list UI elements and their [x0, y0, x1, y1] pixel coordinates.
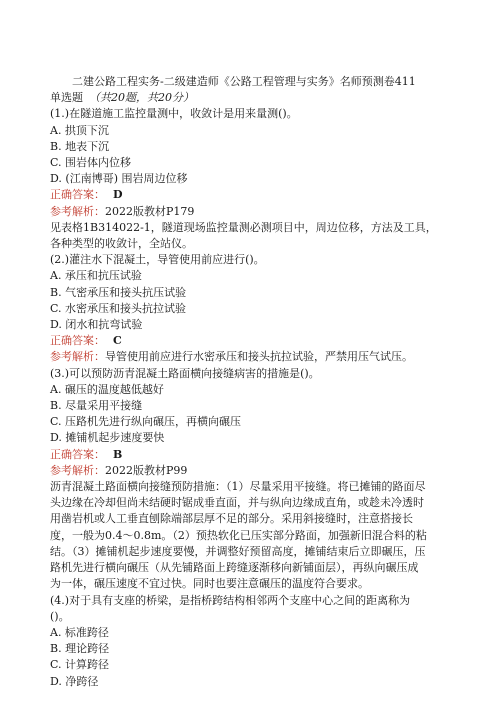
question-block	[50, 106, 450, 252]
answer-label: 正确答案：	[50, 334, 105, 348]
answer-line	[50, 333, 450, 349]
explanation-text: 用凿岩机或人工垂直刨除端部层厚不足的部分。采用斜接缝时，注意搭接长	[50, 512, 413, 526]
answer-label: 正确答案：	[50, 447, 105, 461]
explanation-label: 参考解析：	[50, 350, 105, 364]
explanation-text: 结。（3）摊铺机起步速度要慢，并调整好预留高度，摊铺结束后立即碾压，压	[50, 544, 426, 558]
explanation-line	[50, 349, 450, 365]
section-label: 单选题	[50, 91, 83, 105]
question-block	[50, 366, 450, 593]
option-item: A. 碾压的温度越低越好	[50, 382, 164, 396]
option-item: B. 理论跨径	[50, 642, 110, 656]
explanation-text: 2022版教材P179	[105, 204, 195, 218]
answer-line	[50, 447, 450, 463]
explanation-label: 参考解析：	[50, 463, 105, 477]
answer-value: D	[113, 188, 123, 202]
option-item: C. 围岩体内位移	[50, 156, 132, 170]
option-item: A. 拱顶下沉	[50, 123, 109, 137]
explanation-text: 各种类型的收敛计，全站仪。	[50, 237, 193, 251]
option-item: D. 摊铺机起步速度要快	[50, 431, 165, 445]
answer-value: C	[113, 334, 122, 348]
option-item: B. 地表下沉	[50, 139, 110, 153]
section-note: （共20题，共20分）	[89, 91, 194, 105]
question-text: (1.)在隧道施工监控量测中，收敛计是用来量测()。	[50, 107, 298, 121]
explanation-text: 度，一般为0.4～0.8m。（2）预热软化已压实部分路面，加强新旧混合料的粘	[50, 528, 427, 542]
option-item: B. 尽量采用平接缝	[50, 399, 143, 413]
explanation-text: 见表格1B314022-1，隧道现场监控量测必测项目中，周边位移，方法及工具，	[50, 220, 437, 234]
option-item: A. 标准跨径	[50, 625, 109, 639]
question-text: (2.)灌注水下混凝土，导管使用前应进行()。	[50, 253, 265, 267]
answer-label: 正确答案：	[50, 188, 105, 202]
option-item: C. 计算跨径	[50, 658, 110, 672]
explanation-text: 导管使用前应进行水密承压和接头抗拉试验，严禁用压气试压。	[105, 350, 413, 364]
explanation-text: 2022版教材P99	[105, 463, 188, 477]
explanation-line	[50, 204, 450, 220]
option-item: C. 压路机先进行纵向碾压，再横向碾压	[50, 415, 242, 429]
explanation-line	[50, 463, 450, 479]
document-title: 二建公路工程实务-二级建造师《公路工程管理与实务》名师预测卷411	[72, 75, 416, 88]
question-block	[50, 593, 450, 690]
question-block	[50, 252, 450, 365]
section-header	[50, 90, 450, 106]
option-item: C. 水密承压和接头抗拉试验	[50, 301, 187, 315]
question-list	[50, 106, 450, 689]
question-text: (4.)对于具有支座的桥梁，是指桥跨结构相邻两个支座中心之间的距离称为	[50, 593, 411, 607]
option-item: A. 承压和抗压试验	[50, 269, 142, 283]
explanation-text: 沥青混凝土路面横向接缝预防措施：（1）尽量采用平接缝。将已摊铺的路面尽	[50, 480, 426, 494]
explanation-text: 为一体，碾压速度不宜过快。同时也要注意碾压的温度符合要求。	[50, 577, 369, 591]
explanation-label: 参考解析：	[50, 204, 105, 218]
answer-line	[50, 187, 450, 203]
answer-value: B	[113, 447, 123, 461]
option-item: D. (江南博哥) 围岩周边位移	[50, 172, 188, 186]
option-item: B. 气密承压和接头抗压试验	[50, 285, 187, 299]
question-text: ()。	[50, 609, 70, 623]
question-text: (3.)可以预防沥青混凝土路面横向接缝病害的措施是()。	[50, 366, 320, 380]
option-item: D. 净跨径	[50, 674, 99, 688]
explanation-text: 路机先进行横向碾压（从先铺路面上跨缝逐渐移向新铺面层），再纵向碾压成	[50, 561, 419, 575]
option-item: D. 闭水和抗弯试验	[50, 318, 143, 332]
explanation-text: 头边缘在冷却但尚未结硬时锯成垂直面，并与纵向边缘成直角，或趁未冷透时	[50, 496, 424, 510]
